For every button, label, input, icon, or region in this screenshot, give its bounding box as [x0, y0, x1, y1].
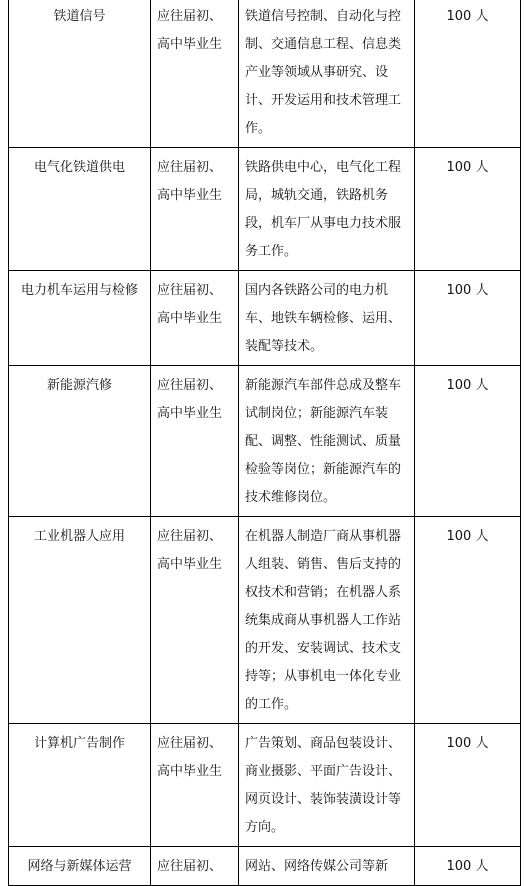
major-name: 网络与新媒体运营	[9, 847, 151, 886]
table-row	[9, 271, 521, 366]
enrollment-target: 应往届初、高中毕业生	[151, 517, 239, 724]
enrollment-count: 100 人	[415, 847, 521, 886]
enrollment-target: 应往届初、高中毕业生	[151, 0, 239, 148]
table-row	[9, 0, 521, 148]
enrollment-count: 100 人	[415, 366, 521, 517]
enrollment-count: 100 人	[415, 724, 521, 847]
table-row	[9, 517, 521, 724]
table-row	[9, 847, 521, 886]
enrollment-count: 100 人	[415, 0, 521, 148]
enrollment-count: 100 人	[415, 517, 521, 724]
enrollment-count: 100 人	[415, 271, 521, 366]
enrollment-target: 应往届初、高中毕业生	[151, 148, 239, 271]
enrollment-target: 应往届初、高中毕业生	[151, 271, 239, 366]
career-destination: 广告策划、商品包装设计、商业摄影、平面广告设计、网页设计、装饰装潢设计等方向。	[239, 724, 415, 847]
enrollment-target: 应往届初、	[151, 847, 239, 886]
career-destination: 铁路供电中心，电气化工程局，城轨交通，铁路机务段，机车厂从事电力技术服务工作。	[239, 148, 415, 271]
table-row	[9, 724, 521, 847]
enrollment-target: 应往届初、高中毕业生	[151, 724, 239, 847]
career-destination: 国内各铁路公司的电力机车、地铁车辆检修、运用、装配等技术。	[239, 271, 415, 366]
career-destination: 在机器人制造厂商从事机器人组装、销售、售后支持的权技术和营销；在机器人系统集成商从事机器人工作站的开发、安装调试、技术支持等；从事机电一体化专业的工作。	[239, 517, 415, 724]
major-name: 计算机广告制作	[9, 724, 151, 847]
table-row	[9, 366, 521, 517]
major-name: 电力机车运用与检修	[9, 271, 151, 366]
major-name: 电气化铁道供电	[9, 148, 151, 271]
table-row	[9, 148, 521, 271]
career-destination: 铁道信号控制、自动化与控制、交通信息工程、信息类产业等领域从事研究、设计、开发运用和技术管理工作。	[239, 0, 415, 148]
enrollment-count: 100 人	[415, 148, 521, 271]
career-destination: 网站、网络传媒公司等新	[239, 847, 415, 886]
majors-table	[8, 0, 521, 886]
enrollment-target: 应往届初、高中毕业生	[151, 366, 239, 517]
career-destination: 新能源汽车部件总成及整车试制岗位；新能源汽车装配、调整、性能测试、质量检验等岗位；新能源汽车的技术维修岗位。	[239, 366, 415, 517]
major-name: 工业机器人应用	[9, 517, 151, 724]
major-name: 铁道信号	[9, 0, 151, 148]
major-name: 新能源汽修	[9, 366, 151, 517]
